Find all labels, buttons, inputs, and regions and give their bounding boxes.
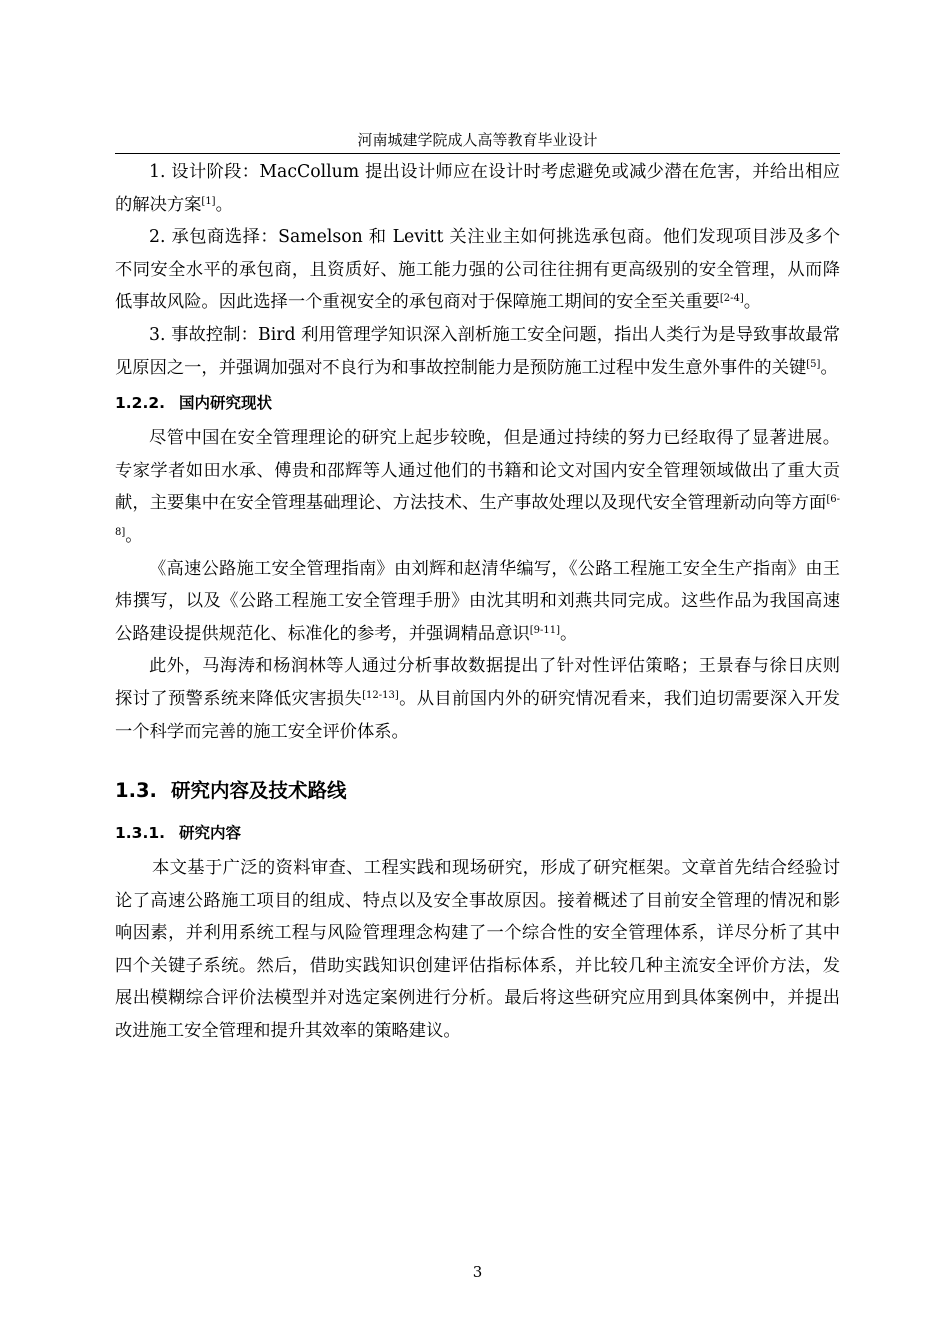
paragraph-end: 。: [215, 194, 233, 215]
paragraph-research-framework: [115, 852, 840, 1048]
paragraph-text: 尽管中国在安全管理理论的研究上起步较晚，但是通过持续的努力已经取得了显著进展。专家学者如田水承、傅贵和邵辉等人通过他们的书籍和论文对国内安全管理领域做出了重大贡献，主要集中在安全管理基础理论、方法技术、生产事故处理以及现代安全管理新动向等方面: [115, 428, 840, 514]
header-rule: [115, 153, 840, 154]
citation: [9-11]: [529, 624, 561, 636]
citation: [6-8]: [115, 494, 840, 538]
heading-number: 1.2.2.: [115, 394, 166, 413]
paragraph-text: 2. 承包商选择：Samelson 和 Levitt 关注业主如何挑选承包商。他们发现项目涉及多个不同安全水平的承包商，且资质好、施工能力强的公司往往拥有更高级别的安全管理，从而降低事故风险。因此选择一个重视安全的承包商对于保障施工期间的安全至关重要: [115, 227, 840, 313]
citation: [1]: [201, 195, 216, 207]
paragraph-design-stage: [115, 156, 840, 221]
heading-research-content: [115, 814, 840, 852]
paragraph-end: 。: [743, 292, 762, 313]
citation: [5]: [806, 358, 821, 370]
paragraph-text: 《高速公路施工安全管理指南》由刘辉和赵清华编写，《公路工程施工安全生产指南》由王炜撰写，以及《公路工程施工安全管理手册》由沈其明和刘燕共同完成。这些作品为我国高速公路建设提供规范化、标准化的参考，并强调精品意识: [115, 558, 840, 644]
paragraph-text: 本文基于广泛的资料审查、工程实践和现场研究，形成了研究框架。文章首先结合经验讨论了高速公路施工项目的组成、特点以及安全事故原因。接着概述了目前安全管理的情况和影响因素，并利用系统工程与风险管理理念构建了一个综合性的安全管理体系，详尽分析了其中四个关键子系统。然后，借助实践知识创建评估指标体系，并比较几种主流安全评价方法，发展出模糊综合评价法模型并对选定案例进行分析。最后将这些研究应用到具体案例中，并提出改进施工安全管理和提升其效率的策略建议。: [115, 858, 840, 1042]
page-header: 河南城建学院成人高等教育毕业设计: [357, 131, 598, 149]
page-body: [115, 156, 840, 1048]
page-number: 3: [472, 1263, 483, 1281]
heading-domestic-research: [115, 384, 840, 422]
citation: [12-13]: [362, 689, 399, 701]
paragraph-end: 。: [820, 357, 838, 378]
paragraph-text: 此外，马海涛和杨润林等人通过分析事故数据提出了针对性评估策略；王景春与徐日庆则探讨了预警系统来降低灾害损失: [115, 656, 840, 709]
section-gap: [115, 748, 840, 760]
paragraph-text: 1. 设计阶段：MacCollum 提出设计师应在设计时考虑避免或减少潜在危害，并给出相应的解决方案: [115, 162, 840, 215]
paragraph-contractor-selection: [115, 221, 840, 319]
citation: [2-4]: [719, 293, 744, 305]
paragraph-end: 。从目前国内外的研究情况看来，我们迫切需要深入开发一个科学而完善的施工安全评价体系。: [115, 688, 840, 742]
paragraph-accident-control: [115, 319, 840, 384]
heading-title: 研究内容及技术路线: [170, 779, 347, 803]
paragraph-domestic-overview: [115, 422, 840, 552]
heading-number: 1.3.1.: [115, 824, 166, 843]
paragraph-text: 3. 事故控制：Bird 利用管理学知识深入剖析施工安全问题，指出人类行为是导致事故最常见原因之一，并强调加强对不良行为和事故控制能力是预防施工过程中发生意外事件的关键: [115, 324, 840, 378]
heading-number: 1.3.: [115, 779, 157, 803]
heading-title: 国内研究现状: [179, 394, 273, 413]
heading-research-content-and-route: [115, 760, 840, 814]
paragraph-end: 。: [560, 623, 578, 644]
paragraph-evaluation-strategy: [115, 650, 840, 748]
heading-title: 研究内容: [179, 824, 242, 843]
paragraph-guides: [115, 553, 840, 651]
paragraph-end: 。: [125, 525, 143, 546]
